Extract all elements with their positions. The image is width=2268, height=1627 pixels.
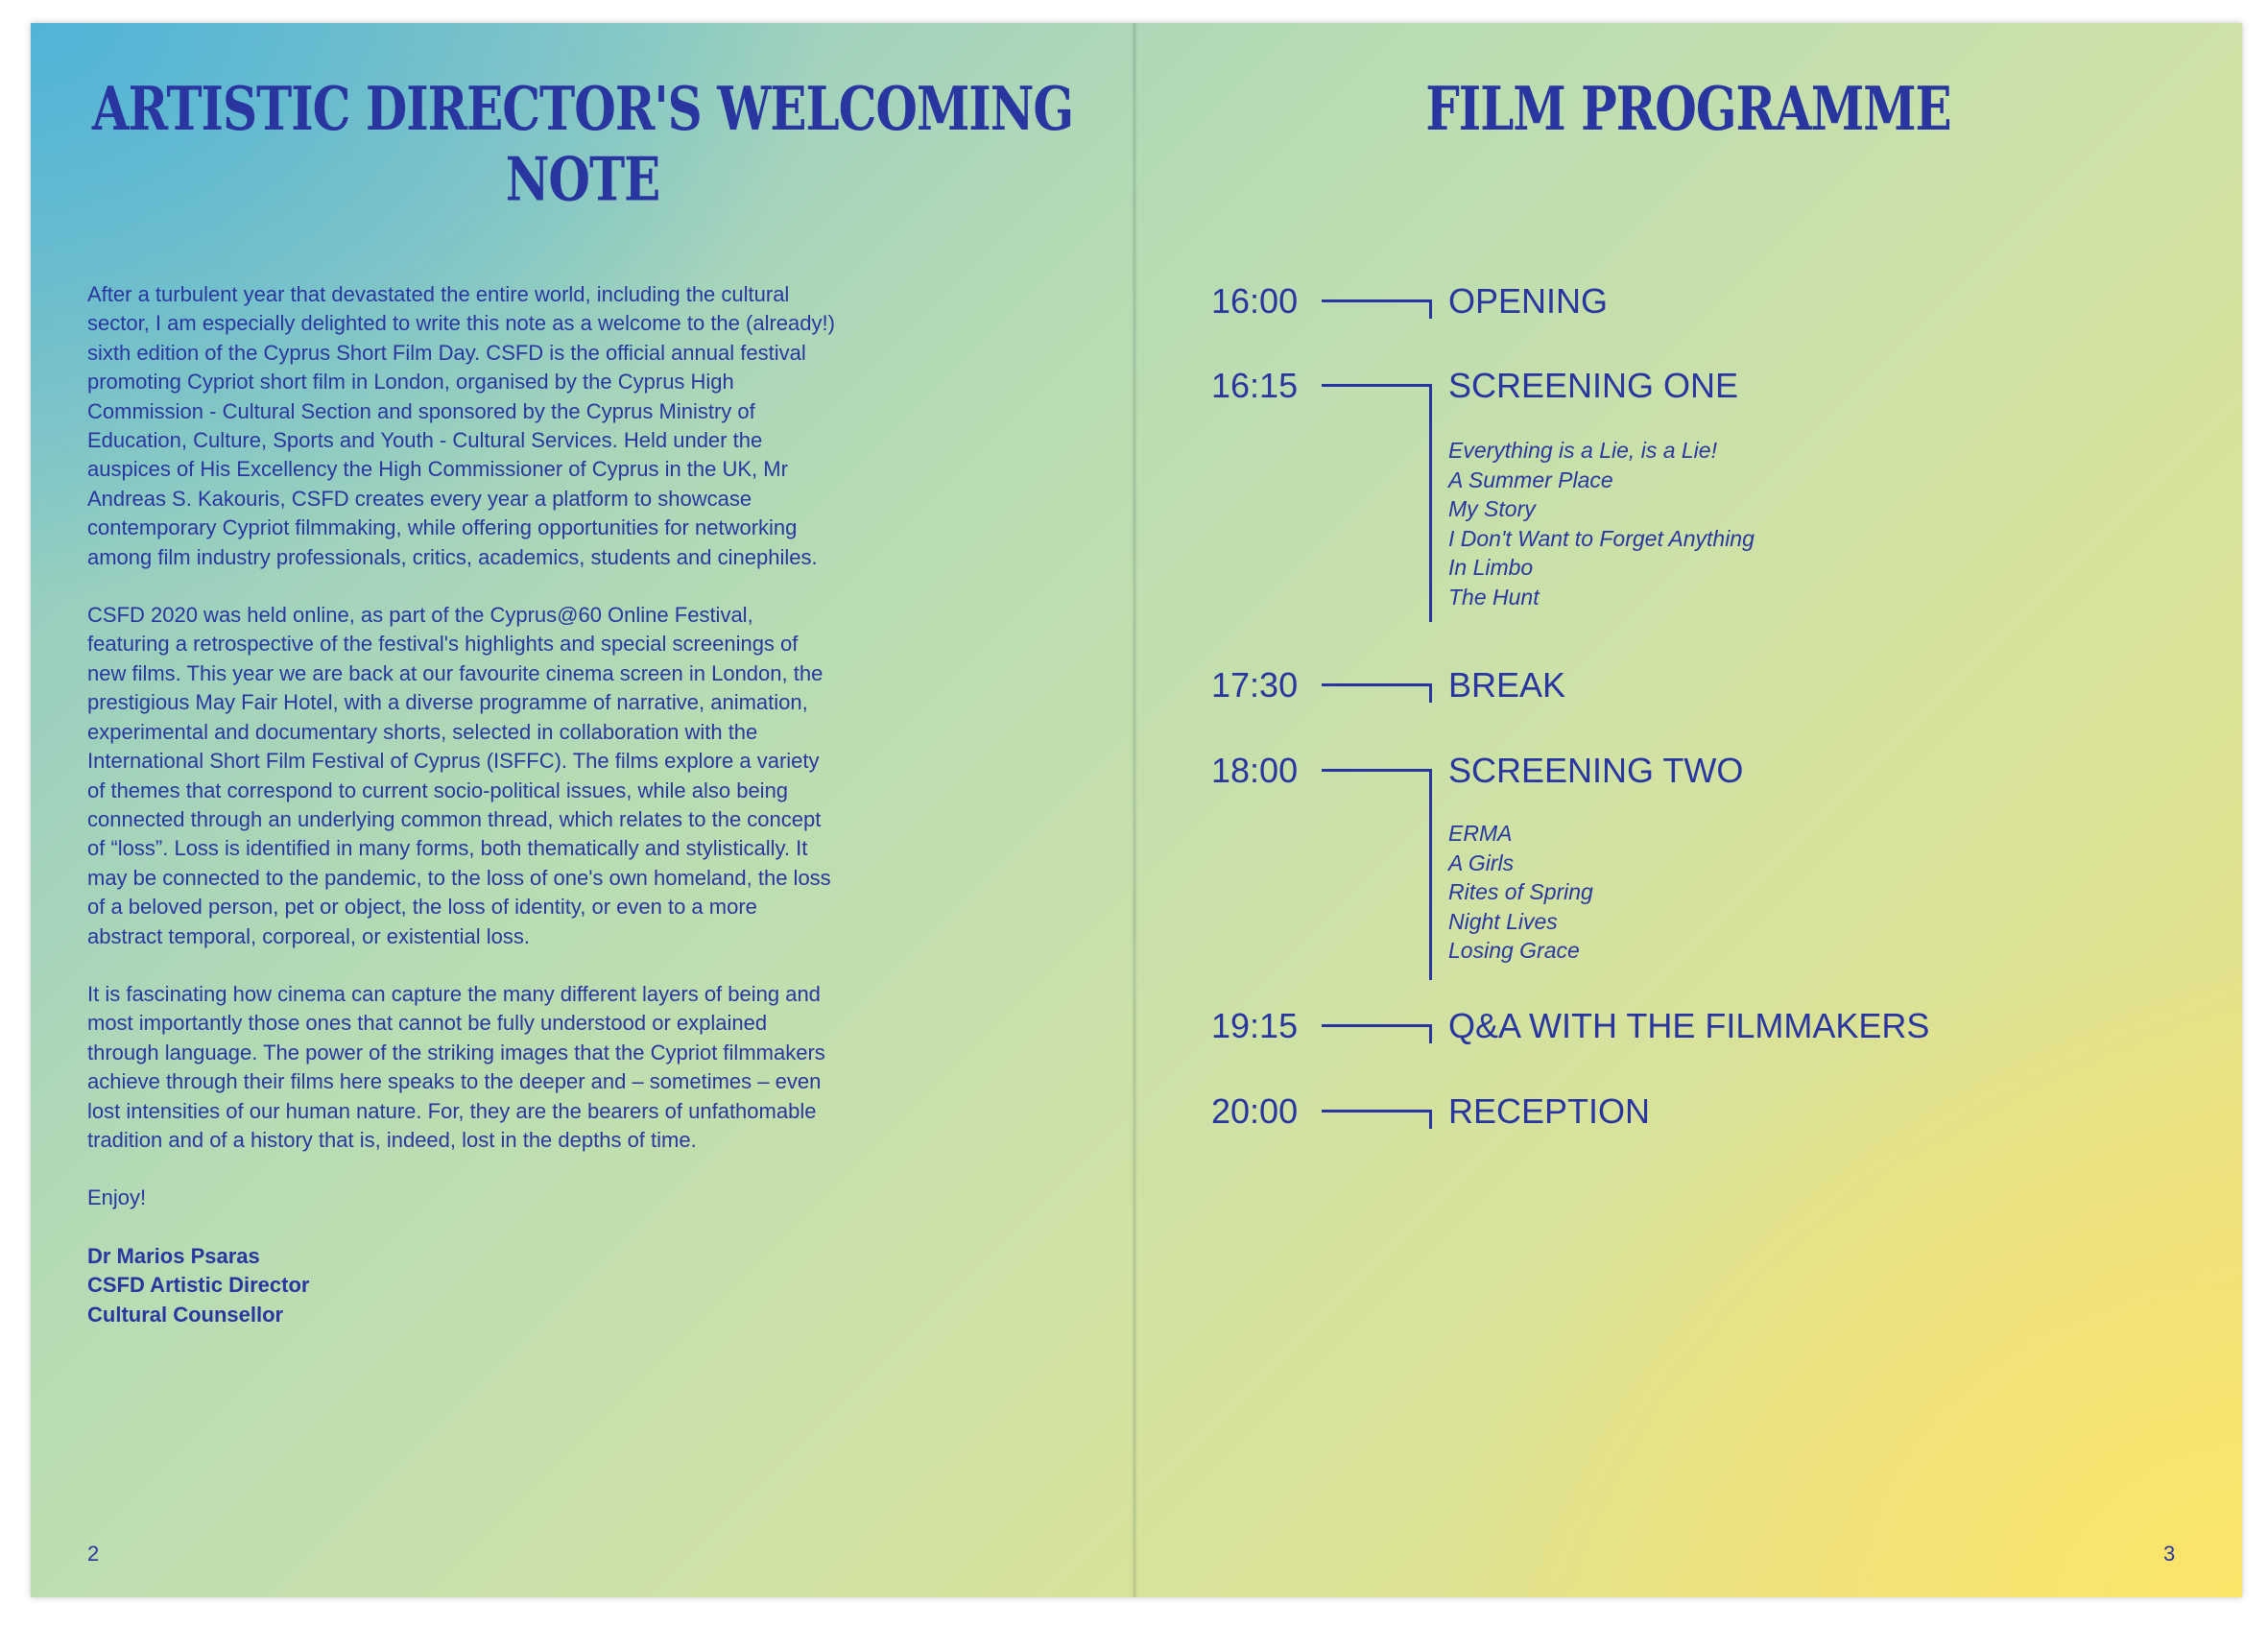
booklet-spine (1132, 23, 1137, 1597)
timeline-bracket (1429, 683, 1432, 703)
timeline-bracket (1429, 1110, 1432, 1129)
paragraph-2: CSFD 2020 was held online, as part of the Cyprus@60 Online Festival, featuring a retrospective of the festival's highlights and special screenings of new films. This year we are back at our favourite cinema screen in London, the prestigious May Fair Hotel, with a diverse programme of narrative, animation, experimental and documentary shorts, selected in collaboration with the International Short Film Festival of Cyprus (ISFFC). The films explore a variety of themes that correspond to current socio-political issues, while also being connected through an underlying common thread, which relates to the concept of “loss”. Loss is identified in many forms, both thematically and stylistically. It may be connected to the pandemic, to the loss of one's own homeland, the loss of a beloved person, pet or object, the loss of identity, or even to a more abstract temporal, corporeal, or existential loss. (87, 603, 831, 948)
timeline-bracket (1429, 299, 1432, 319)
timeline-connector (1322, 1024, 1431, 1027)
schedule-time: 20:00 (1211, 1091, 1299, 1131)
schedule-label: SCREENING TWO (1448, 751, 1744, 790)
schedule-label: OPENING (1448, 281, 1609, 321)
booklet-spread (31, 23, 2242, 1597)
film-title: Everything is a Lie, is a Lie! (1448, 438, 1717, 463)
timeline-bracket (1429, 769, 1432, 980)
timeline-connector (1322, 769, 1431, 772)
schedule-label: Q&A WITH THE FILMMAKERS (1448, 1006, 1930, 1045)
film-title: A Summer Place (1448, 467, 1613, 492)
timeline-connector (1322, 683, 1431, 686)
signature-position: Cultural Counsellor (87, 1302, 284, 1327)
film-title: I Don't Want to Forget Anything (1448, 525, 1755, 551)
schedule-time: 19:15 (1211, 1006, 1299, 1045)
timeline-connector (1322, 1110, 1431, 1113)
paragraph-1: After a turbulent year that devastated the entire world, including the cultural sector, I am especially delighted to write this note as a welcome to the (already!) sixth edition of the Cyprus Short Film Day. CSFD is the official annual festival promoting Cypriot short film in London, organised by the Cyprus High Commission - Cultural Section and sponsored by the Cyprus Ministry of Education, Culture, Sports and Youth - Cultural Services. Held under the auspices of His Excellency the High Commissioner of Cyprus in the UK, Mr Andreas S. Kakouris, CSFD creates every year a platform to showcase contemporary Cypriot filmmaking, while offering opportunities for networking among film industry professionals, critics, academics, students and cinephiles. (87, 282, 835, 569)
film-title: Losing Grace (1448, 938, 1580, 964)
timeline-bracket (1429, 384, 1432, 622)
page-number-left: 2 (87, 1542, 100, 1566)
signature-name: Dr Marios Psaras (87, 1243, 260, 1268)
film-title: Night Lives (1448, 908, 1558, 934)
schedule-label: RECEPTION (1448, 1091, 1651, 1131)
signature-role: CSFD Artistic Director (87, 1273, 310, 1298)
film-title: A Girls (1448, 849, 1515, 875)
film-programme-title: FILM PROGRAMME (1425, 73, 1951, 144)
closing-line: Enjoy! (87, 1185, 147, 1210)
signature-block (87, 1242, 836, 1329)
schedule-time: 17:30 (1211, 665, 1299, 705)
schedule-time: 16:00 (1211, 281, 1299, 321)
welcome-note-title: ARTISTIC DIRECTOR'S WELCOMING NOTE (91, 73, 1074, 215)
welcome-note-body (87, 280, 836, 1329)
schedule-label: BREAK (1448, 665, 1566, 705)
schedule-time: 18:00 (1211, 751, 1299, 790)
programme-schedule (1211, 23, 2219, 1597)
film-list (1448, 436, 1755, 612)
film-title: The Hunt (1448, 584, 1540, 610)
page-number-right: 3 (2163, 1542, 2176, 1566)
schedule-time: 16:15 (1211, 366, 1299, 405)
film-title: In Limbo (1448, 555, 1534, 581)
film-title: Rites of Spring (1448, 879, 1593, 905)
film-title: My Story (1448, 496, 1536, 522)
timeline-connector (1322, 384, 1431, 387)
film-title: ERMA (1448, 821, 1513, 846)
film-list (1448, 819, 1593, 966)
paragraph-3: It is fascinating how cinema can capture the many different layers of being and most importantly those ones that cannot be fully understood or explained through language. The power of the striking images that the Cypriot filmmakers achieve through their films here speaks to the deeper and – sometimes – even lost intensities of our human nature. For, they are the bearers of unfathomable tradition and of a history that is, indeed, lost in the depths of time. (87, 981, 825, 1152)
timeline-bracket (1429, 1024, 1432, 1043)
timeline-connector (1322, 299, 1431, 302)
schedule-label: SCREENING ONE (1448, 366, 1739, 405)
